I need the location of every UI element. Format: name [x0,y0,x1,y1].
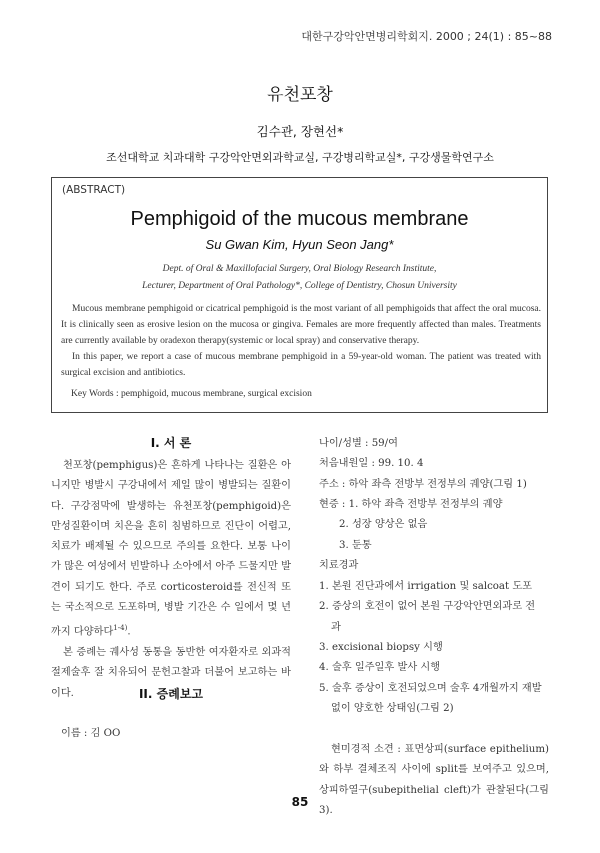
english-authors: Su Gwan Kim, Hyun Seon Jang* [205,237,394,252]
treatment-3: 3. excisional biopsy 시행 [319,642,443,653]
introduction-paragraph-2: 본 증례는 궤사성 동통을 동반한 여자환자로 외과적 절제술후 잘 치유되어 문헌고찰과 더불어 보고하는 바이다. [51,647,291,699]
treatment-5: 5. 술후 증상이 호전되었으며 술후 4개월까지 재발 [319,683,542,694]
treatment-4: 4. 술후 일주일후 발사 시행 [319,662,441,673]
abstract-box [51,177,548,413]
age-sex: 나이/성별 : 59/여 [319,438,398,449]
citation-reference: 1-4) [113,624,128,633]
chief-complaint: 주소 : 하악 좌측 전방부 전정부의 궤양(그림 1) [319,479,527,490]
histology-finding: 현미경적 소견 : 표면상피(surface epithelium)와 하부 결체조직 사이에 split를 보여주고 있으며, 상피하열구(subepithelial cleft)가 관찰된다(그림 3). [319,744,549,816]
abstract-text [61,301,541,381]
patient-name: 이름 : 김 OO [61,728,121,739]
paper-authors: 김수관, 장현선* [256,124,344,139]
present-illness-1: 현증 : 1. 하악 좌측 전방부 전정부의 궤양 [319,499,503,510]
treatment-2: 2. 증상의 호전이 없어 본원 구강악안면외과로 전 [319,601,536,612]
abstract-label: (ABSTRACT) [62,184,126,196]
treatment-2-continued: 과 [331,622,341,633]
abstract-paragraph-1: Mucous membrane pemphigoid or cicatrical pemphigoid is the most variant of all pemphigoids that affect the oral mucosa. It is clinically seen as erosive lesion on the mucosa or gingiva. Females are more frequently affected than males. Treatments are currently available by oradexon therapy(systemic or local spray) and conservative therapy. [61,304,541,346]
introduction-paragraph-1 [51,456,291,643]
introduction-paragraph-1-text: 천포창(pemphigus)은 흔하게 나타나는 질환은 아니지만 병발시 구강내에서 제일 많이 병발되는 질환이다. 구강점막에 발생하는 유천포창(pemphigoid)은 만성질환이며 치은을 흔히 침범하므로 진단이 어렵고, 치료가 배제될 수 있으므로 주의를 요한다. 보통 나이가 많은 여성에서 빈발하나 소아에서 아주 드물지만 발견이 되기도 한다. 주로 corticosteroid를 전신적 또는 국소적으로 도포하며, 병발 기간은 수 일에서 몇 년까지 다양하다 [51,460,291,638]
treatment-heading: 치료경과 [319,560,359,571]
journal-reference: 대한구강악안면병리학회지. 2000 ; 24(1) : 85~88 [301,30,552,43]
introduction-paragraph-1-end: . [127,626,131,638]
english-title: Pemphigoid of the mucous membrane [130,208,469,230]
section-heading-case-report: II. 증례보고 [138,687,204,701]
keywords: Key Words : pemphigoid, mucous membrane, surgical excision [71,389,312,399]
treatment-5-continued: 없이 양호한 상태임(그림 2) [331,703,454,714]
abstract-paragraph-2: In this paper, we report a case of mucous membrane pemphigoid in a 59-year-old woman. The patient was treated with surgical excision and antibiotics. [61,352,541,378]
english-affiliation-line-2: Lecturer, Department of Oral Pathology*, College of Dentistry, Chosun University [142,281,457,291]
section-heading-introduction: I. 서 론 [150,436,192,450]
english-affiliation-line-1: Dept. of Oral & Maxillofacial Surgery, Oral Biology Research Institute, [162,264,437,274]
present-illness-3: 3. 둔통 [339,540,372,551]
present-illness-2: 2. 성장 양상은 없음 [339,519,428,530]
page-number: 85 [291,795,309,809]
introduction-body [51,456,291,704]
paper-title: 유천포창 [267,85,333,105]
paper-affiliation: 조선대학교 치과대학 구강악안면외과학교실, 구강병리학교실*, 구강생물학연구소 [106,151,494,164]
histology-body [319,740,549,821]
treatment-1: 1. 본원 진단과에서 irrigation 및 salcoat 도포 [319,581,533,592]
first-visit: 처음내원일 : 99. 10. 4 [319,458,424,469]
